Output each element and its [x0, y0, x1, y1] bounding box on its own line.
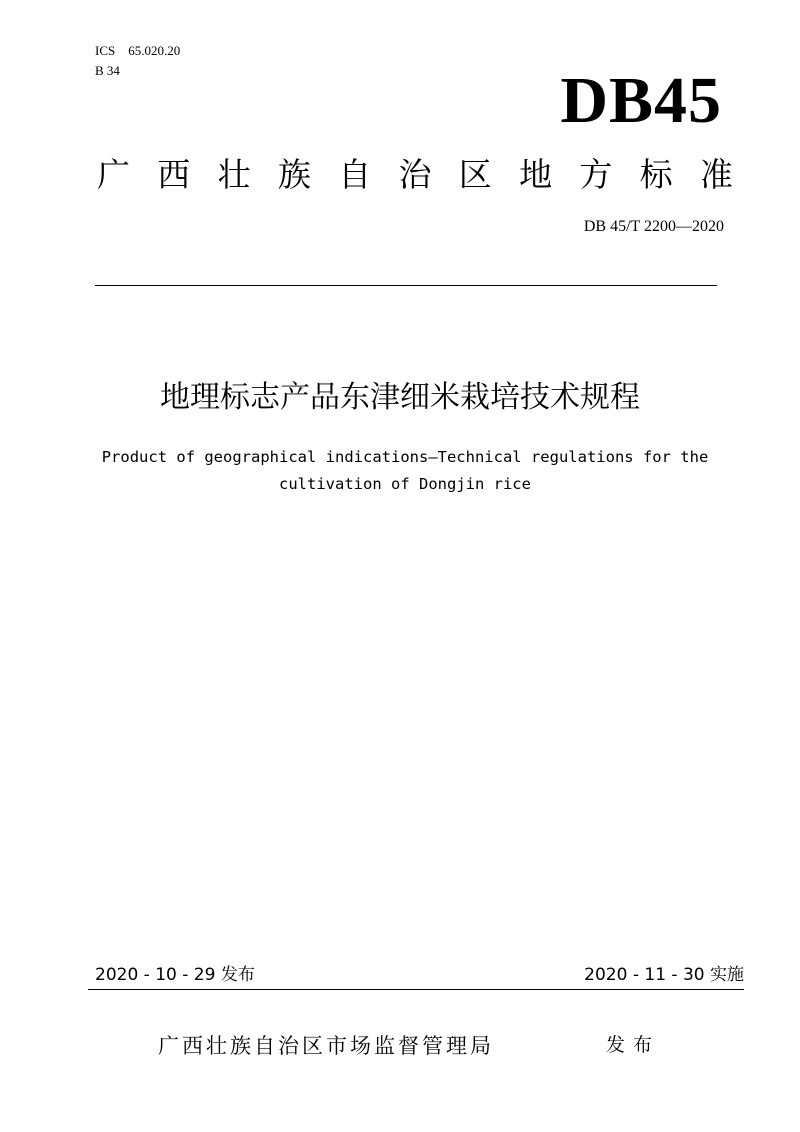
ccs-code: B 34 [95, 63, 120, 78]
top-divider [95, 285, 717, 286]
title-english [90, 444, 720, 498]
standard-type-char: 自 [338, 155, 372, 194]
implementation-date: 2020 - 11 - 30 实施 [584, 965, 744, 985]
standard-type-char: 准 [699, 155, 733, 194]
ics-code: ICS 65.020.20 [95, 43, 181, 58]
standard-type-char: 标 [639, 155, 673, 194]
title-chinese: 地理标志产品东津细米栽培技术规程 [160, 380, 640, 415]
standard-type-char: 西 [157, 155, 191, 194]
issuing-authority: 广西壮族自治区市场监督管理局 [158, 1034, 494, 1058]
standard-type-char: 族 [277, 155, 311, 194]
standard-type-char: 治 [398, 155, 432, 194]
title-english-line-2: cultivation of Dongjin rice [279, 475, 531, 493]
standard-type-char: 广 [97, 155, 130, 194]
standard-type-char: 壮 [217, 155, 251, 194]
standard-type-char: 区 [458, 155, 492, 194]
issue-date: 2020 - 10 - 29 发布 [95, 965, 255, 985]
standard-type-heading [97, 155, 733, 195]
title-english-line-1: Product of geographical indications—Technical regulations for the [101, 448, 709, 466]
standard-code-logo: DB45 [560, 64, 722, 137]
bottom-divider [88, 989, 744, 990]
standard-type-char: 方 [579, 155, 613, 194]
standard-type-char: 地 [519, 155, 553, 194]
issue-label: 发布 [606, 1034, 661, 1056]
standard-number: DB 45/T 2200—2020 [583, 218, 724, 235]
